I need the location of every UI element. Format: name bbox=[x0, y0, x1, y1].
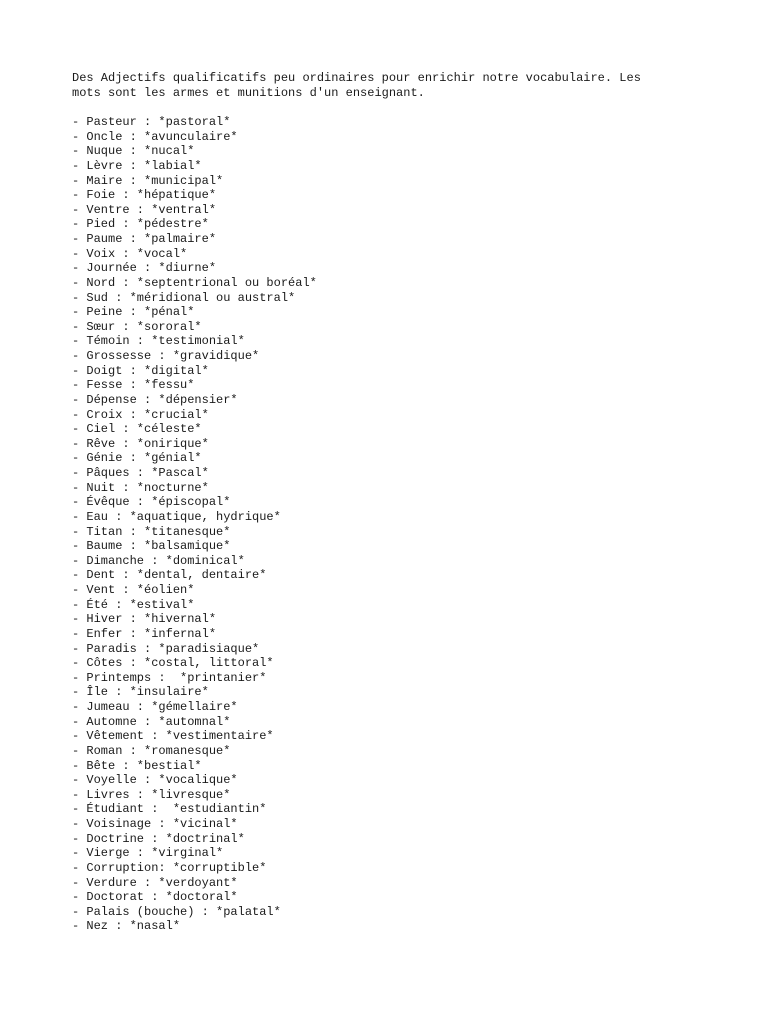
list-item: - Paradis : *paradisiaque* bbox=[72, 641, 260, 656]
document-page bbox=[72, 71, 712, 934]
list-item: - Eau : *aquatique, hydrique* bbox=[72, 509, 281, 524]
list-item: - Témoin : *testimonial* bbox=[72, 334, 245, 349]
list-item: - Jumeau : *gémellaire* bbox=[72, 700, 238, 714]
list-item: - Sœur : *sororal* bbox=[72, 319, 202, 334]
list-item: - Évêque : *épiscopal* bbox=[72, 495, 231, 510]
list-item: - Côtes : *costal, littoral* bbox=[72, 656, 274, 671]
list-item: - Fesse : *fessu* bbox=[72, 378, 195, 393]
list-item: - Doctrine : *doctrinal* bbox=[72, 831, 245, 846]
list-item: - Foie : *hépatique* bbox=[72, 188, 217, 203]
list-item: - Titan : *titanesque* bbox=[72, 524, 231, 539]
list-item: - Livres : *livresque* bbox=[72, 787, 231, 802]
list-item: - Vent : *éolien* bbox=[72, 583, 195, 597]
list-item: - Voix : *vocal* bbox=[72, 246, 188, 261]
list-item: - Pied : *pédestre* bbox=[72, 217, 209, 232]
list-item: - Peine : *pénal* bbox=[72, 305, 195, 320]
list-item: - Automne : *automnal* bbox=[72, 714, 231, 729]
list-item: - Étudiant : *estudiantin* bbox=[72, 802, 267, 817]
list-item: - Enfer : *infernal* bbox=[72, 626, 217, 641]
list-item: - Rêve : *onirique* bbox=[72, 436, 209, 451]
list-item: - Dent : *dental, dentaire* bbox=[72, 568, 267, 583]
list-item: - Doctorat : *doctoral* bbox=[72, 890, 238, 905]
list-item: - Dépense : *dépensier* bbox=[72, 392, 238, 407]
list-item: - Maire : *municipal* bbox=[72, 173, 224, 188]
list-item: - Croix : *crucial* bbox=[72, 407, 209, 422]
list-item: - Voyelle : *vocalique* bbox=[72, 773, 238, 788]
list-item: - Sud : *méridional ou austral* bbox=[72, 290, 296, 305]
list-item: - Hiver : *hivernal* bbox=[72, 612, 217, 627]
list-item: - Bête : *bestial* bbox=[72, 758, 202, 773]
list-item: - Nuit : *nocturne* bbox=[72, 480, 209, 495]
list-item: - Pâques : *Pascal* bbox=[72, 466, 209, 480]
list-item: - Ciel : *céleste* bbox=[72, 422, 202, 437]
list-item: - Corruption: *corruptible* bbox=[72, 860, 267, 875]
list-item: - Printemps : *printanier* bbox=[72, 670, 267, 685]
list-item: - Été : *estival* bbox=[72, 597, 195, 612]
list-item: - Nuque : *nucal* bbox=[72, 144, 195, 159]
list-item: - Voisinage : *vicinal* bbox=[72, 817, 238, 831]
list-item: - Vierge : *virginal* bbox=[72, 846, 224, 861]
list-item: - Verdure : *verdoyant* bbox=[72, 875, 238, 890]
list-item: - Ventre : *ventral* bbox=[72, 202, 217, 217]
list-item: - Palais (bouche) : *palatal* bbox=[72, 904, 281, 919]
list-item: - Oncle : *avunculaire* bbox=[72, 129, 238, 144]
list-item: - Île : *insulaire* bbox=[72, 685, 209, 700]
list-item: - Roman : *romanesque* bbox=[72, 743, 231, 758]
list-item: - Baume : *balsamique* bbox=[72, 539, 231, 554]
list-item: - Pasteur : *pastoral* bbox=[72, 115, 231, 129]
list-item: - Lèvre : *labial* bbox=[72, 158, 202, 173]
list-item: - Vêtement : *vestimentaire* bbox=[72, 729, 274, 744]
list-item: - Dimanche : *dominical* bbox=[72, 553, 245, 568]
list-item: - Nez : *nasal* bbox=[72, 919, 181, 934]
list-item: - Nord : *septentrional ou boréal* bbox=[72, 275, 317, 290]
list-item: - Paume : *palmaire* bbox=[72, 232, 217, 246]
list-item: - Journée : *diurne* bbox=[72, 261, 217, 276]
list-item: - Grossesse : *gravidique* bbox=[72, 349, 260, 363]
list-item: - Génie : *génial* bbox=[72, 451, 202, 466]
intro-paragraph: Des Adjectifs qualificatifs peu ordinaires pour enrichir notre vocabulaire. Les mots sont les armes et munitions d'un enseignant. bbox=[72, 71, 641, 100]
vocabulary-list bbox=[72, 115, 712, 934]
list-item: - Doigt : *digital* bbox=[72, 363, 209, 378]
